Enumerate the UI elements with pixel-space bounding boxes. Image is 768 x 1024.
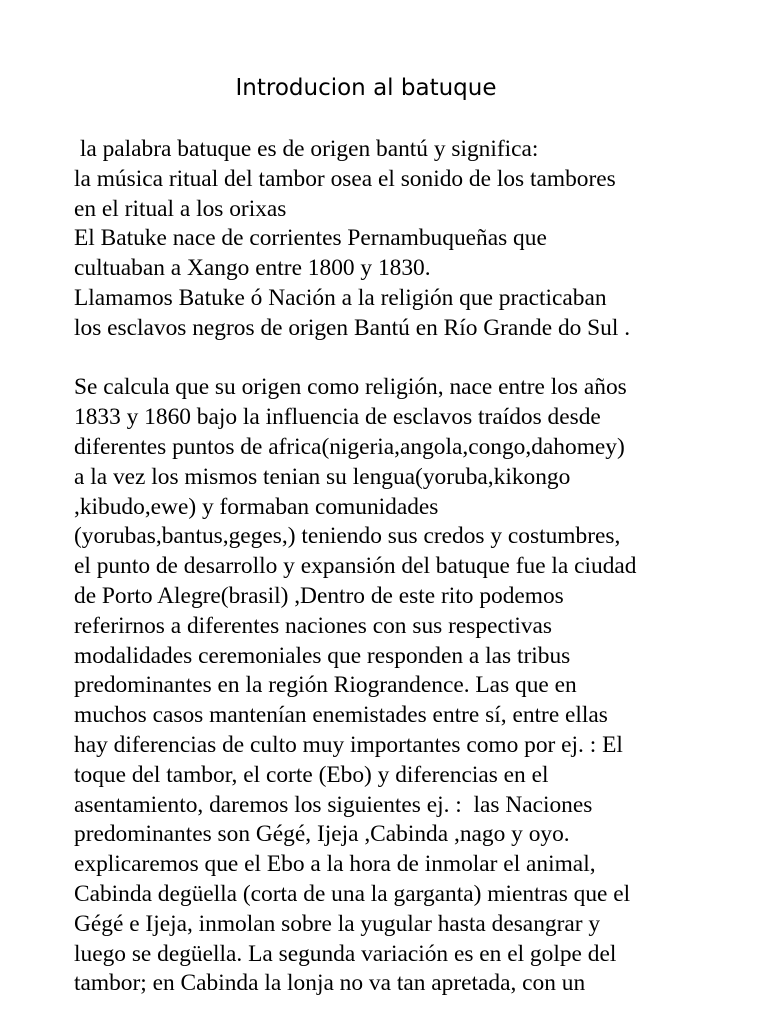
text-line: la palabra batuque es de origen bantú y significa: xyxy=(74,136,539,162)
text-line: explicaremos que el Ebo a la hora de inmolar el animal, xyxy=(74,851,596,878)
text-line: los esclavos negros de origen Bantú en Río Grande do Sul . xyxy=(74,314,631,341)
text-line: El Batuke nace de corrientes Pernambuqueñas que xyxy=(74,225,547,252)
text-line: el punto de desarrollo y expansión del batuque fue la ciudad xyxy=(74,553,637,580)
text-line: diferentes puntos de africa(nigeria,angola,congo,dahomey) xyxy=(74,433,625,460)
document-body xyxy=(74,135,714,999)
text-line: toque del tambor, el corte (Ebo) y diferencias en el xyxy=(74,761,549,788)
document-title: Introducion al batuque xyxy=(235,75,497,101)
text-line: (yorubas,bantus,geges,) teniendo sus credos y costumbres, xyxy=(74,523,621,550)
text-line: la música ritual del tambor osea el sonido de los tambores xyxy=(74,165,616,192)
text-line: tambor; en Cabinda la lonja no va tan apretada, con un xyxy=(74,970,586,997)
text-line: Cabinda degüella (corta de una la garganta) mientras que el xyxy=(74,880,631,907)
text-line: modalidades ceremoniales que responden a las tribus xyxy=(74,642,571,669)
text-line: a la vez los mismos tenian su lengua(yoruba,kikongo xyxy=(74,463,571,490)
text-line: cultuaban a Xango entre 1800 y 1830. xyxy=(74,255,431,282)
text-line: hay diferencias de culto muy importantes como por ej. : El xyxy=(74,731,623,758)
text-line: Se calcula que su origen como religión, nace entre los años xyxy=(74,374,627,401)
text-line: asentamiento, daremos los siguientes ej. : las Naciones xyxy=(74,791,593,818)
text-line: Gégé e Ijeja, inmolan sobre la yugular hasta desangrar y xyxy=(74,910,601,937)
text-line: en el ritual a los orixas xyxy=(74,195,287,222)
text-line: muchos casos mantenían enemistades entre sí, entre ellas xyxy=(74,702,608,729)
text-line: de Porto Alegre(brasil) ,Dentro de este rito podemos xyxy=(74,582,564,609)
text-line: ,kibudo,ewe) y formaban comunidades xyxy=(74,493,439,520)
text-line: 1833 y 1860 bajo la influencia de esclavos traídos desde xyxy=(74,404,601,431)
text-line: referirnos a diferentes naciones con sus respectivas xyxy=(74,612,553,639)
text-line xyxy=(74,344,714,374)
text-line: predominantes en la región Riograndence. Las que en xyxy=(74,672,577,699)
text-line: luego se degüella. La segunda variación es en el golpe del xyxy=(74,940,617,967)
text-line: predominantes son Gégé, Ijeja ,Cabinda ,nago y oyo. xyxy=(74,821,570,848)
text-line: Llamamos Batuke ó Nación a la religión que practicaban xyxy=(74,284,607,311)
